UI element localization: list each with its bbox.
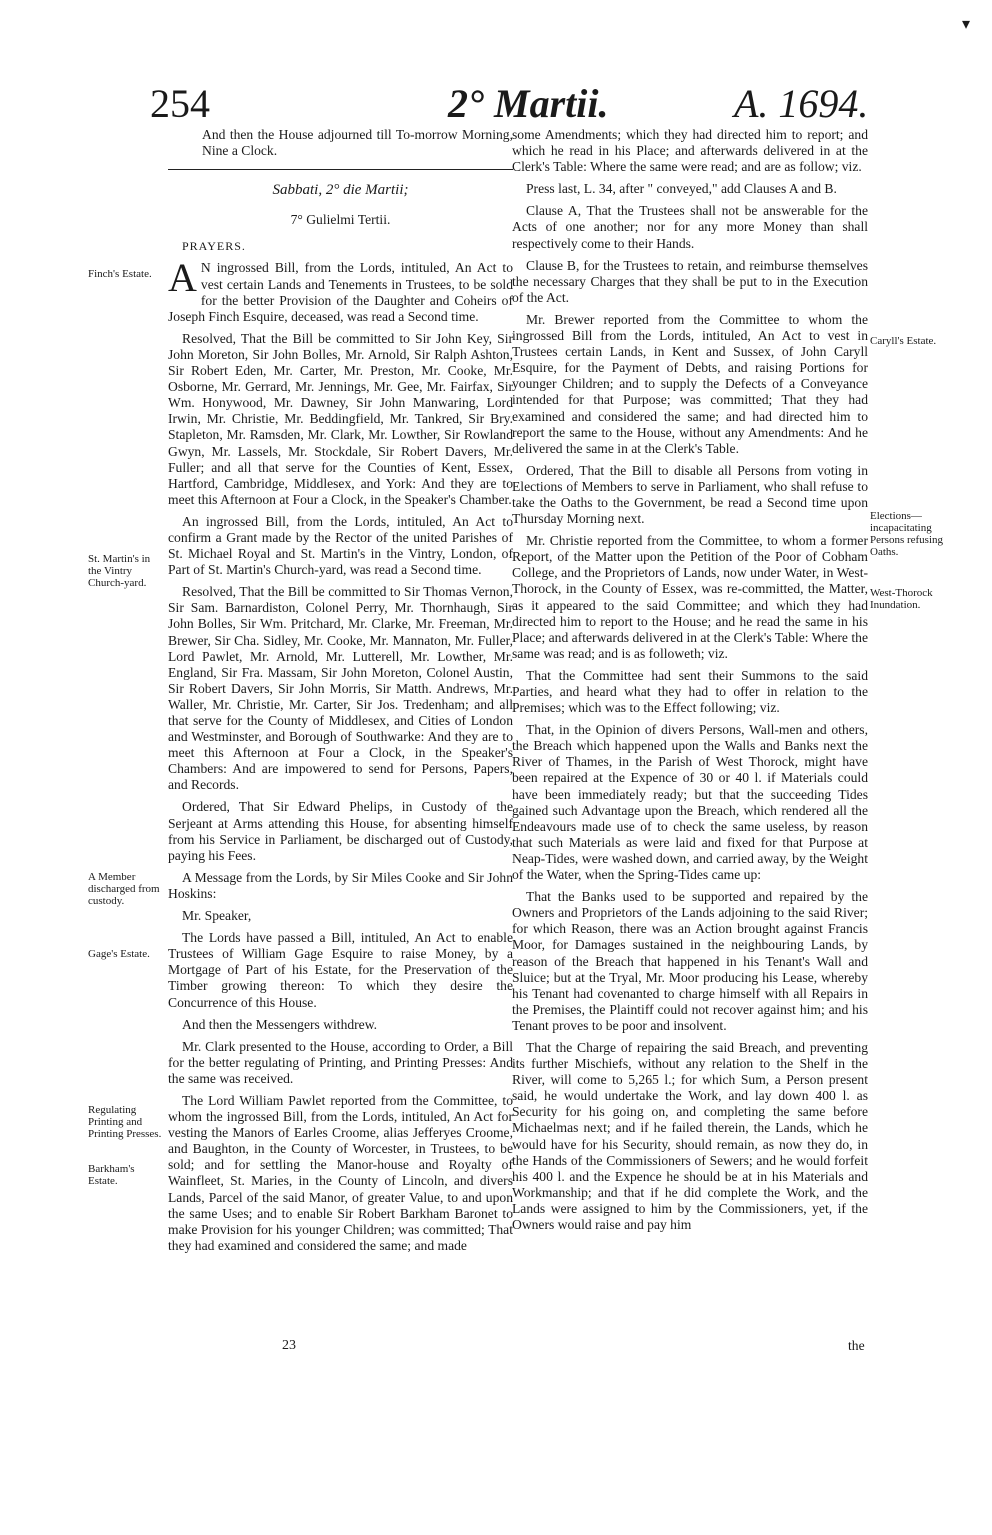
- printing-bill: Mr. Clark presented to the House, according to Order, a Bill for the better regulating of Printing, and Printing Presses: And the same was received.: [168, 1038, 513, 1086]
- signature-mark: 23: [282, 1338, 296, 1353]
- page-title: 2° Martii.: [448, 81, 609, 126]
- finch-resolved: Resolved, That the Bill be committed to Sir John Key, Sir John Moreton, Sir John Bolles, Mr. Arnold, Sir Ralph Ashton, Sir Robert Eden, Mr. Carter, Mr. Preston, Mr. Cooke, Mr. Osborne, Mr. Gerrard, Mr. Jennings, Mr. Gee, Mr. Fairfax, Sir Wm. Honywood, Mr. Dawney, Sir John Manwaring, Lord Irwin, Mr. Christie, Mr. Beddingfield, Mr. Tankred, Sir Bry. Stapleton, Mr. Ramsden, Mr. Clark, Mr. Lowther, Sir Rowland Gwyn, Mr. Lassels, Mr. Stockdale, Sir Robert Davers, Mr. Fuller; and all that serve for the Counties of Kent, Essex, Hartford, Cambridge, Middlesex, and York: And they are to meet this Afternoon at Four a Clock, in the Speaker's Chamber.: [168, 330, 513, 507]
- margin-note-finch: Finch's Estate.: [88, 268, 152, 280]
- section-rule: [168, 169, 513, 170]
- member-ordered: Ordered, That Sir Edward Phelips, in Custody of the Serjeant at Arms attending this House, for absenting himself from his Service in Parliament, be discharged out of Custody, paying his Fees.: [168, 799, 513, 863]
- prayers-heading: PRAYERS.: [182, 239, 246, 254]
- right-column: [512, 127, 868, 1239]
- gage-text: The Lords have passed a Bill, intituled, An Act to enable Trustees of William Gage Esquire to raise Money, by a Mortgage of Part of his Estate, for the Preservation of the Timber growing thereon: To which they desire the Concurrence of this House.: [168, 930, 513, 1010]
- finch-bill: [168, 255, 513, 324]
- caryll-report: Mr. Brewer reported from the Committee to whom the ingrossed Bill from the Lords, intituled, An Act to vest in Trustees certain Lands, in Kent and Sussex, of John Caryll Esquire, for the Payment of Debts, and raising Portions for younger Children; and to supply the Defects of a Conveyance intended for that Purpose; was committed; That they had examined and considered the same; and had directed him to report the same to the House, without any Amendments: And he delivered the same in at the Clerk's Table.: [512, 311, 868, 456]
- margin-note-printing: Regulating Printing and Printing Presses.: [88, 1104, 162, 1140]
- martins-resolved: Resolved, That the Bill be committed to Sir Thomas Vernon, Sir Sam. Barnardiston, Colonel Perry, Mr. Thornhaugh, Sir John Bolles, Sir Wm. Pritchard, Mr. Clarke, Mr. Freeman, Mr. Brewer, Sir Cha. Sidley, Mr. Cooke, Mr. Mannaton, Mr. Fuller, Lord Pawlet, Mr. Arnold, Mr. Lutterell, Mr. Lowther, Mr. England, Sir Fra. Massam, Sir John Moreton, Colonel Austin, Sir Robert Davers, Sir John Morris, Sir Matth. Andrews, Mr. Waller, Mr. Christie, Mr. Carter, Sir Jos. Tredenham; and all that serve for the County of Middlesex, and Cities of London and Westminster, and Borough of Southwarke: And they are to meet this Afternoon at Four a Clock, in the Speaker's Chambers: And are impowered to send for Persons, Papers, and Records.: [168, 584, 513, 793]
- summons-text: That the Committee had sent their Summons to the said Parties, and heard what they had to offer in relation to the Premises; which was to the Effect following; viz.: [512, 667, 868, 716]
- margin-note-thorock: West-Thorock Inundation.: [870, 587, 933, 611]
- margin-note-gage: Gage's Estate.: [88, 948, 150, 960]
- banks-text: That the Banks used to be supported and repaired by the Owners and Proprietors of the Lands adjoining to the said River; for which Reason, there was an Action brought against Francis Moor, for Damages sustained in the neighbouring Lands, by reason of the Breach that happened in his Tenant's Wall and Sluice; but at the Tryal, Mr. Moor producing his Lease, whereby his Tenant had covenanted to charge himself with all Repairs in the Premises, the Plaintiff could not recover against him; and his Tenant proves to be poor and insolvent.: [512, 889, 868, 1033]
- reign-line: 7° Gulielmi Tertii.: [290, 212, 391, 228]
- opinion-text: That, in the Opinion of divers Persons, Wall-men and others, the Breach which happened upon the Walls and Banks next the River of Thames, in the Parish of West Thorock, might have been repaired at the Expence of 30 or 40 l. if Materials could have been immediately ready; but that the succeeding Tides gained such Advantage upon the Breach, which rendered all the Endeavours made use of to check the same useless, by reason that such Materials as were laid and fixed for that Purpose at Neap-Tides, were washed down, and carried away, by the Weight of the Water, when the Spring-Tides came up:: [512, 722, 868, 883]
- margin-note-barkham: Barkham's Estate.: [88, 1163, 135, 1187]
- gage-withdrew: And then the Messengers withdrew.: [182, 1016, 378, 1032]
- page-number: 254: [150, 81, 210, 126]
- margin-note-member: A Member discharged from custody.: [88, 871, 160, 907]
- thorock-report: Mr. Christie reported from the Committee, to whom a former Report, of the Matter upon the Petition of the Poor of Cobham College, and the Proprietors of Lands, now under Water, in West-Thorock, in the County of Essex, was re-committed, the Matter, as it appeared to the said Committee; and which they had directed him to report to the House; and he read the same in his Place; and afterwards delivered in at the Clerk's Table: Where the same was read; and is as followeth; viz.: [512, 533, 868, 661]
- corner-mark: ▾: [961, 16, 970, 33]
- clause-b: Clause B, for the Trustees to retain, and reimburse themselves the necessary Charges that they shall be put to in the Execution of the Act.: [512, 257, 868, 305]
- margin-note-martins: St. Martin's in the Vintry Church-yard.: [88, 553, 151, 589]
- day-heading: Sabbati, 2° die Martii;: [272, 182, 409, 199]
- elections-ordered: Ordered, That the Bill to disable all Persons from voting in Elections of Members to serve in Parliament, who shall refuse to take the Oaths to the Government, be read a Second time upon Thursday Morning next.: [512, 462, 868, 527]
- barkham-report: The Lord William Pawlet reported from the Committee, to whom the ingrossed Bill, from the Lords, intituled, An Act for vesting the Manors of Earles Croome, alias Jefferyes Croome, and Baughton, in the County of Worcester, in Trustees, to be sold; and for settling the Manor-house and Royalty of Wainfleet, St. Maries, in the County of Lincoln, and divers Lands, Parcel of the said Manor, of greater Value, to and upon the same Uses; and to enable Sir Robert Barkham Baronet to make Provision for his younger Children; was committed; That they had examined and considered the same; and made: [168, 1092, 513, 1253]
- margin-note-caryll: Caryll's Estate.: [870, 335, 937, 347]
- gage-message: A Message from the Lords, by Sir Miles Cooke and Sir John Hoskins:: [168, 869, 513, 901]
- gage-speaker: Mr. Speaker,: [182, 908, 252, 924]
- martins-bill: An ingrossed Bill, from the Lords, intituled, An Act to confirm a Grant made by the Rector of the united Parishes of St. Michael Royal and St. Martin's in the Vintry, London, of Part of St. Martin's Church-yard, was read a Second time.: [168, 513, 513, 578]
- drop-cap: A: [168, 255, 197, 301]
- catchword: the: [848, 1338, 865, 1353]
- left-column: [168, 127, 513, 1260]
- page-year: A. 1694.: [734, 81, 869, 126]
- margin-note-elections: Elections—incapacitating Persons refusing Oaths.: [870, 510, 944, 558]
- barkham-continued: some Amendments; which they had directed him to report; and which he read in his Place; and afterwards delivered in at the Clerk's Table: Where the same were read; and are as follow; viz.: [512, 127, 868, 175]
- finch-bill-text: N ingrossed Bill, from the Lords, intituled, An Act to vest certain Lands and Tenements in Trustees, to be sold for the better Provision of the Daughter and Coheirs of Joseph Finch Esquire, deceased, was read a Second time.: [168, 260, 513, 324]
- clause-a: Clause A, That the Trustees shall not be answerable for the Acts of one another; nor for any more Money than shall respectively come to their Hands.: [512, 203, 868, 251]
- press-amendment: Press last, L. 34, after " conveyed," add Clauses A and B.: [526, 181, 837, 197]
- charge-text: That the Charge of repairing the said Breach, and preventing its further Mischiefs, without any relation to the Shelf in the River, will come to 5,265 l.; for which Sum, a Person present said, he would undertake the Work, and lay down 400 l. as Security for his going on, and completing the same before Michaelmas next; and if he failed therein, the Lands, which he would have for his Security, should remain, as now they do, in the Hands of the Commissioners of Sewers; and he would forfeit his 400 l. and the Expence he should be at in his Materials and Workmanship; and that if he did complete the Work, and the Lands were assigned to him by the Commissioners, yet, if the Owners would raise and pay him: [512, 1039, 868, 1232]
- adjourn-text: And then the House adjourned till To-morrow Morning, Nine a Clock.: [202, 127, 513, 159]
